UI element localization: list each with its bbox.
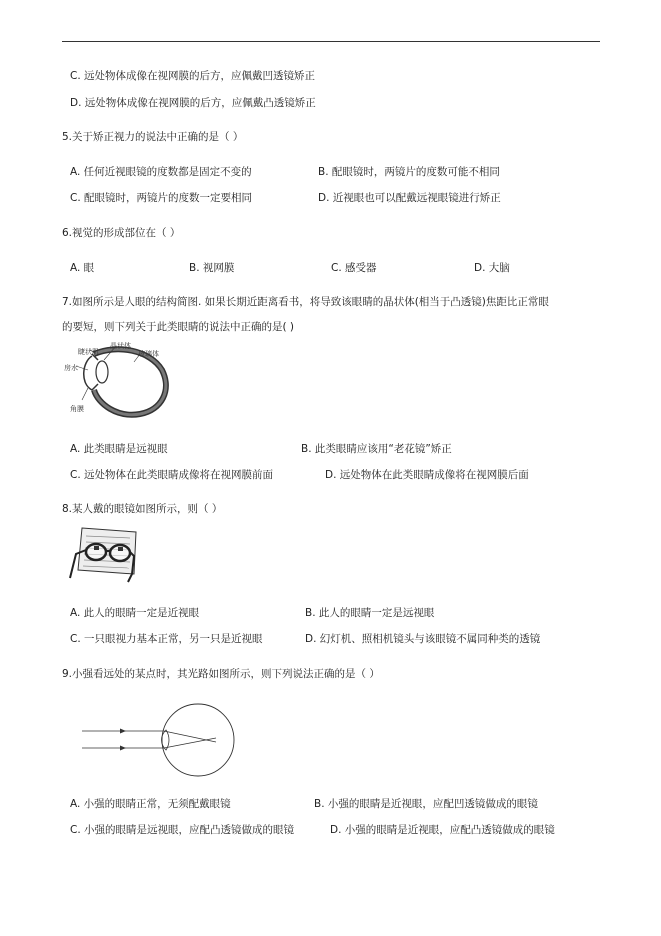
q4-option-c[interactable]: C. 远处物体成像在视网膜的后方，应佩戴凹透镜矫正 bbox=[70, 70, 316, 82]
q7-question-line1: 7.如图所示是人眼的结构简图. 如果长期近距离看书，将导致该眼睛的晶状体(相当于凸透镜)焦距比正常眼 bbox=[62, 296, 549, 308]
header-rule bbox=[62, 41, 600, 42]
q7-option-a[interactable]: A. 此类眼睛是远视眼 bbox=[70, 443, 168, 455]
q6-option-b[interactable]: B. 视网膜 bbox=[189, 262, 235, 274]
label-aqueous: 房水 bbox=[64, 364, 78, 372]
q7-option-d[interactable]: D. 远处物体在此类眼睛成像将在视网膜后面 bbox=[325, 469, 529, 481]
q7-option-b[interactable]: B. 此类眼睛应该用“老花镜”矫正 bbox=[301, 443, 452, 455]
q8-option-a[interactable]: A. 此人的眼睛一定是近视眼 bbox=[70, 607, 200, 619]
q8-question: 8.某人戴的眼镜如图所示，则（ ） bbox=[62, 503, 223, 515]
q5-option-d[interactable]: D. 近视眼也可以配戴远视眼镜进行矫正 bbox=[318, 192, 501, 204]
q9-option-d[interactable]: D. 小强的眼睛是近视眼，应配凸透镜做成的眼镜 bbox=[330, 824, 555, 836]
q5-option-a[interactable]: A. 任何近视眼镜的度数都是固定不变的 bbox=[70, 166, 252, 178]
q4-option-d[interactable]: D. 远处物体成像在视网膜的后方，应佩戴凸透镜矫正 bbox=[70, 97, 316, 109]
q6-option-c[interactable]: C. 感受器 bbox=[331, 262, 377, 274]
q5-option-b[interactable]: B. 配眼镜时，两镜片的度数可能不相同 bbox=[318, 166, 500, 178]
q9-option-b[interactable]: B. 小强的眼睛是近视眼，应配凹透镜做成的眼镜 bbox=[314, 798, 538, 810]
eye-structure-figure bbox=[62, 340, 182, 420]
label-cornea: 角膜 bbox=[70, 405, 84, 413]
q6-option-a[interactable]: A. 眼 bbox=[70, 262, 95, 274]
label-lens: 晶状体 bbox=[110, 342, 131, 350]
q7-option-c[interactable]: C. 远处物体在此类眼睛成像将在视网膜前面 bbox=[70, 469, 274, 481]
q7-question-line2: 的要短，则下列关于此类眼睛的说法中正确的是( ) bbox=[62, 321, 295, 333]
glasses-figure bbox=[62, 524, 142, 586]
q9-question: 9.小强看远处的某点时，其光路如图所示，则下列说法正确的是（ ） bbox=[62, 668, 380, 680]
eye-light-path-figure bbox=[70, 700, 240, 780]
q6-question: 6.视觉的形成部位在（ ） bbox=[62, 227, 181, 239]
q9-option-a[interactable]: A. 小强的眼睛正常，无须配戴眼镜 bbox=[70, 798, 231, 810]
label-vitreous: 玻璃体 bbox=[138, 350, 159, 358]
q5-option-c[interactable]: C. 配眼镜时，两镜片的度数一定要相同 bbox=[70, 192, 253, 204]
q6-option-d[interactable]: D. 大脑 bbox=[474, 262, 510, 274]
q8-option-c[interactable]: C. 一只眼视力基本正常，另一只是近视眼 bbox=[70, 633, 263, 645]
q8-option-b[interactable]: B. 此人的眼睛一定是远视眼 bbox=[305, 607, 435, 619]
label-ciliary: 睫状肌 bbox=[78, 348, 99, 356]
q9-option-c[interactable]: C. 小强的眼睛是远视眼，应配凸透镜做成的眼镜 bbox=[70, 824, 295, 836]
q8-option-d[interactable]: D. 幻灯机、照相机镜头与该眼镜不属同种类的透镜 bbox=[305, 633, 541, 645]
q5-question: 5.关于矫正视力的说法中正确的是（ ） bbox=[62, 131, 244, 143]
